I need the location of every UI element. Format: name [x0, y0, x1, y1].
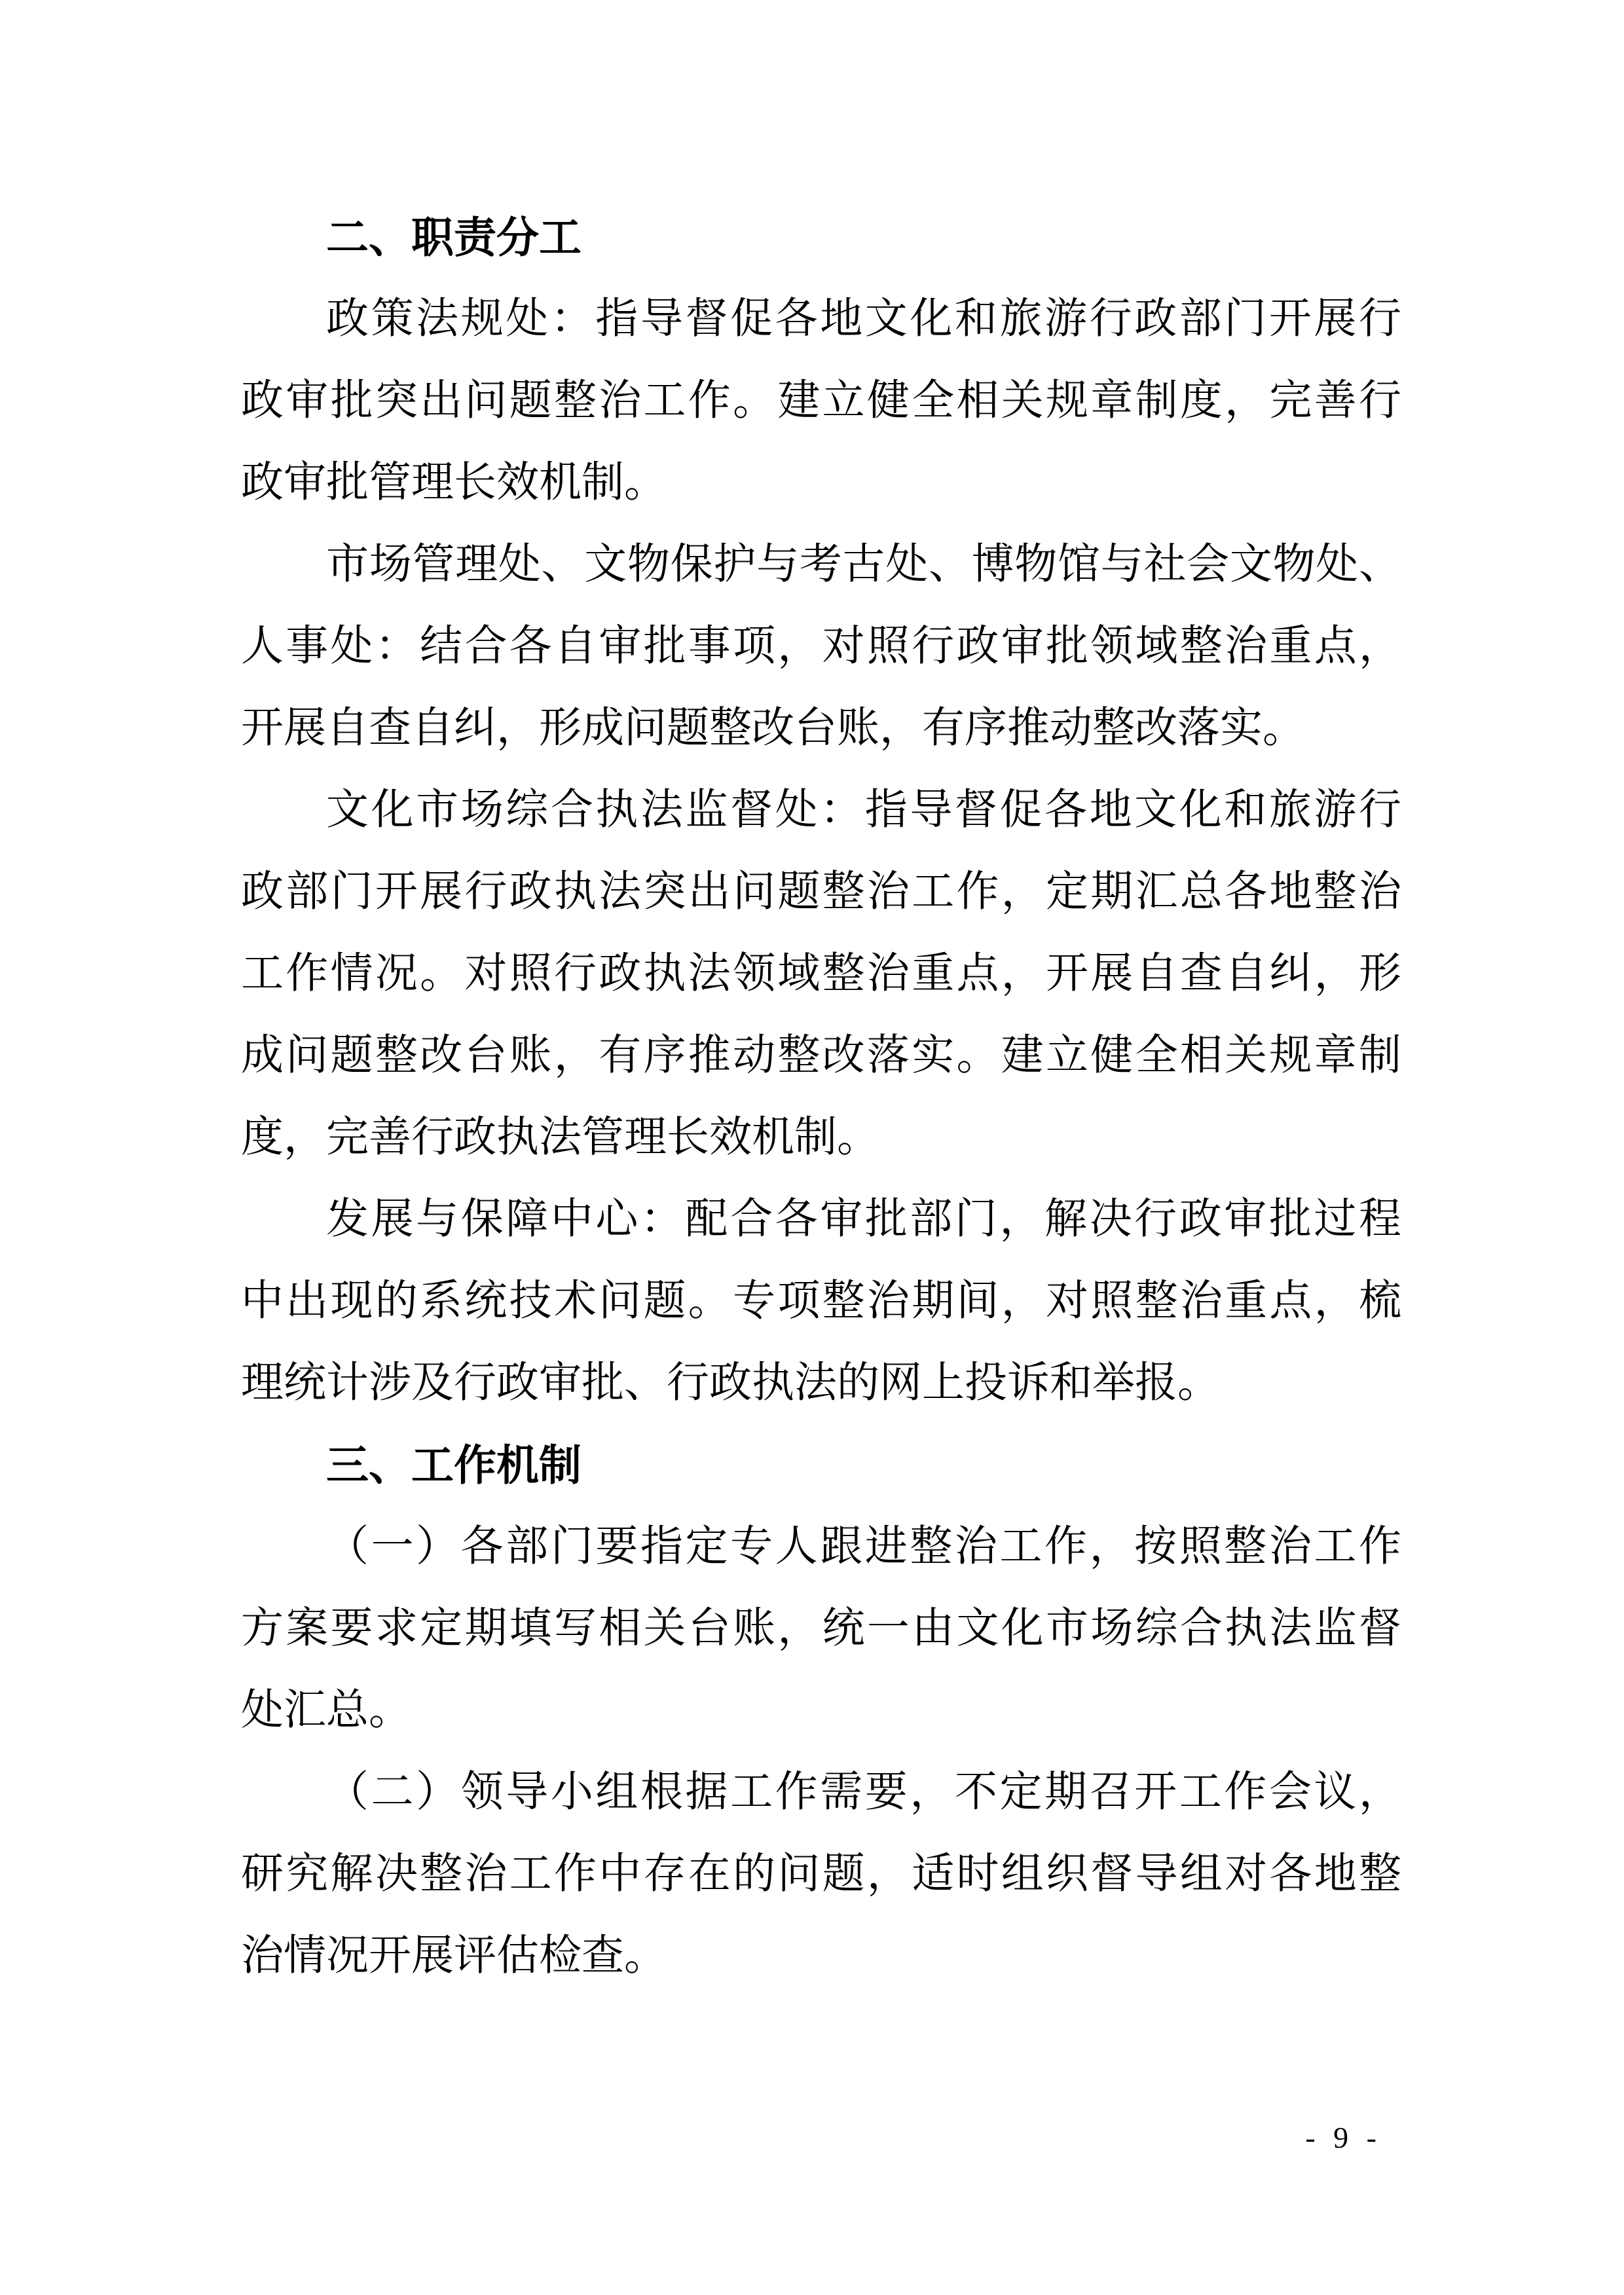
text-line: 治情况开展评估检查。 [241, 1932, 667, 1979]
text-line: 理统计涉及行政审批、行政执法的网上投诉和举报。 [241, 1359, 1221, 1406]
text-line: 处汇总。 [241, 1687, 412, 1734]
text-line: 研究解决整治工作中存在的问题，适时组织督导组对各地整 [241, 1850, 1401, 1898]
text-line: （一）各部门要指定专人跟进整治工作，按照整治工作 [326, 1523, 1401, 1570]
text-line: 政审批突出问题整治工作。建立健全相关规章制度，完善行 [241, 377, 1401, 424]
text-line: 发展与保障中心：配合各审批部门，解决行政审批过程 [326, 1196, 1401, 1243]
section-heading-work-mechanism: 三、工作机制 [326, 1441, 582, 1489]
text-line: 中出现的系统技术问题。专项整治期间，对照整治重点，梳 [241, 1277, 1401, 1325]
text-line: 文化市场综合执法监督处：指导督促各地文化和旅游行 [326, 786, 1401, 834]
text-line: 市场管理处、文物保护与考古处、博物馆与社会文物处、 [326, 541, 1401, 588]
text-line: 工作情况。对照行政执法领域整治重点，开展自查自纠，形 [241, 950, 1401, 997]
text-line: （二）领导小组根据工作需要，不定期召开工作会议， [326, 1769, 1401, 1816]
text-line: 人事处：结合各自审批事项，对照行政审批领域整治重点， [241, 623, 1401, 670]
text-line: 开展自查自纠，形成问题整改台账，有序推动整改落实。 [241, 705, 1306, 752]
text-line: 方案要求定期填写相关台账，统一由文化市场综合执法监督 [241, 1605, 1401, 1652]
page-number: - 9 - [1305, 2121, 1382, 2154]
text-line: 政部门开展行政执法突出问题整治工作，定期汇总各地整治 [241, 868, 1401, 915]
text-line: 成问题整改台账，有序推动整改落实。建立健全相关规章制 [241, 1032, 1401, 1079]
text-line: 政策法规处：指导督促各地文化和旅游行政部门开展行 [326, 295, 1401, 342]
text-line: 政审批管理长效机制。 [241, 459, 667, 506]
text-line: 度，完善行政执法管理长效机制。 [241, 1114, 880, 1161]
section-heading-responsibilities: 二、职责分工 [326, 213, 582, 261]
document-body [241, 196, 1401, 1997]
